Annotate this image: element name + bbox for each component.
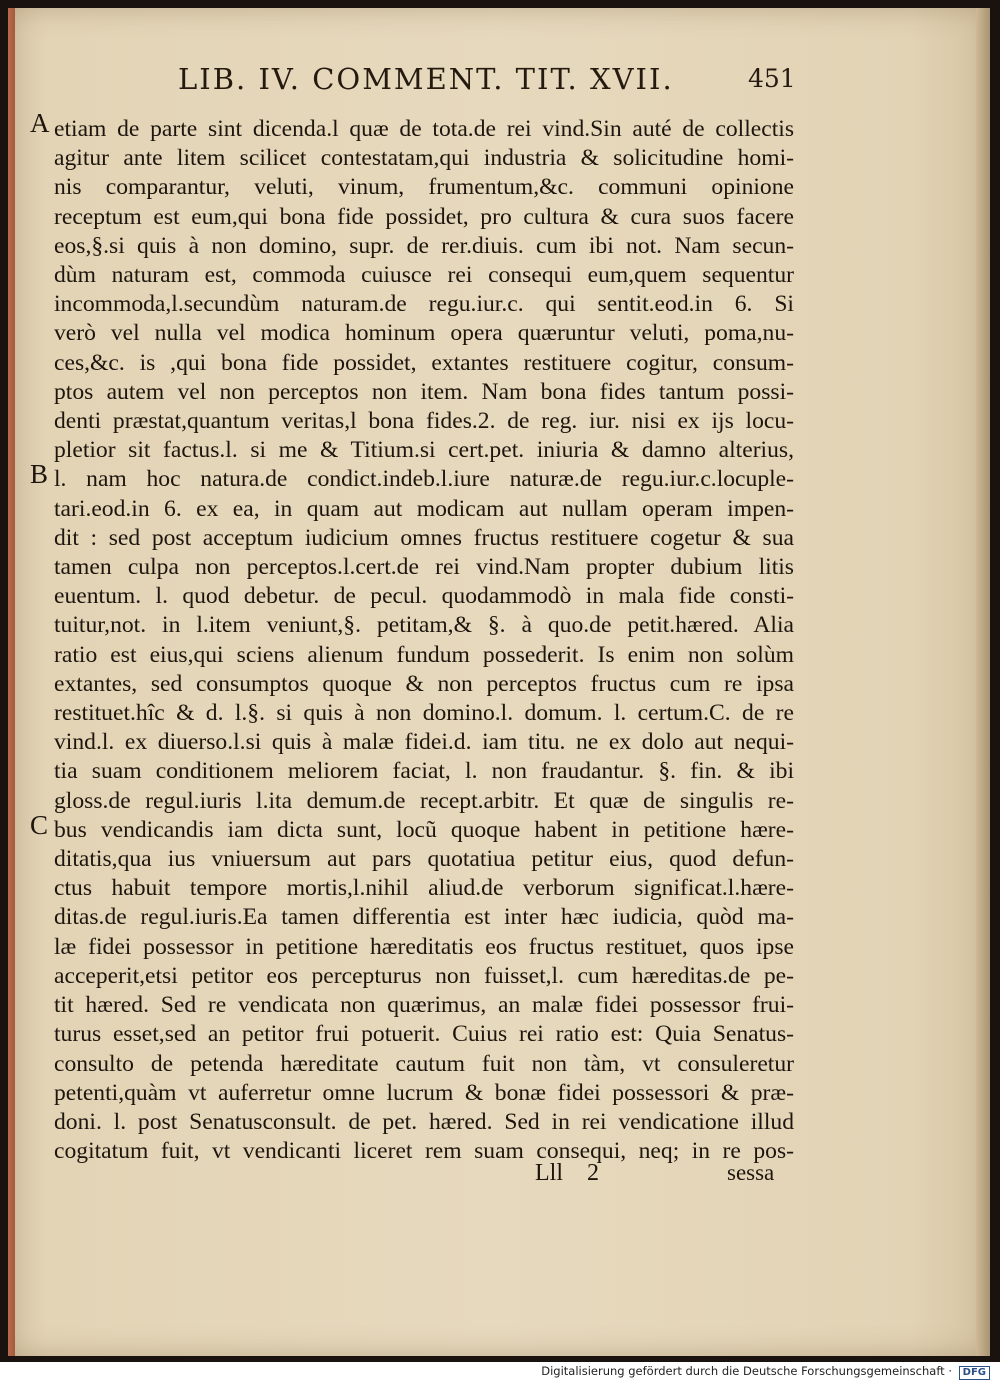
text-line: cogitatum fuit, vt vendicanti liceret rem suam consequi, neq; in re pos- (54, 1138, 794, 1165)
folio-number: 451 (748, 64, 796, 93)
text-line: receptum est eum,qui bona fide possidet, pro cultura & cura suos facere (54, 203, 794, 230)
text-line: tit hæred. Sed re vendicata non quærimus, an malæ fidei possessor frui- (54, 992, 794, 1019)
digitization-footer (541, 1364, 990, 1380)
text-line: euentum. l. quod debetur. de pecul. quodammodò in mala fide consti- (54, 583, 794, 610)
text-line: verò vel nulla vel modica hominum opera quæruntur veluti, poma,nu- (54, 320, 794, 347)
text-line: ptos autem vel non perceptos non item. Nam bona fides tantum possi- (54, 378, 794, 405)
text-line: ditas.de regul.iuris.Ea tamen differentia est inter hæc iudicia, quòd ma- (54, 904, 794, 931)
text-line: turus esset,sed an petitor frui potuerit. Cuius rei ratio est: Quia Senatus- (54, 1021, 794, 1048)
text-line: ditatis,qua ius vniuersum aut pars quotatiua petitur eius, quod defun- (54, 846, 794, 873)
text-line: læ fidei possessor in petitione hæreditatis eos fructus restituet, quos ipse (54, 933, 794, 960)
text-line: vind.l. ex diuerso.l.si quis à malæ fidei.d. iam titu. ne ex dolo aut nequi- (54, 729, 794, 756)
text-line: restituet.hîc & d. l.§. si quis à non domino.l. domum. l. certum.C. de re (54, 700, 794, 727)
text-line: ces,&c. is ,qui bona fide possidet, extantes restituere cogitur, consum- (54, 349, 794, 376)
text-line: denti præstat,quantum veritas,l bona fides.2. de reg. iur. nisi ex ijs locu- (54, 408, 794, 435)
text-line: dùm naturam est, commoda cuiusce rei consequi eum,quem sequentur (54, 262, 794, 289)
text-line: pletior sit factus.l. si me & Titium.si cert.pet. iniuria & damno alterius, (54, 437, 794, 464)
text-line: bus vendicandis iam dicta sunt, locũ quoque habent in petitione hære- (54, 816, 794, 843)
text-line: etiam de parte sint dicenda.l quæ de tota.de rei vind.Sin auté de collectis (54, 116, 794, 142)
text-line: ctus habuit tempore mortis,l.nihil aliud.de verborum significat.l.hære- (54, 875, 794, 902)
text-line: doni. l. post Senatusconsult. de pet. hæred. Sed in rei vendicatione illud (54, 1108, 794, 1135)
book-page (8, 8, 990, 1356)
text-line: l. nam hoc natura.de condict.indeb.l.iure naturæ.de regu.iur.c.locuple- (54, 466, 794, 493)
margin-letter-a: A (30, 108, 50, 138)
text-line: agitur ante litem scilicet contestatam,qui industria & solicitudine homi- (54, 145, 794, 172)
text-line: nis comparantur, veluti, vinum, frumentum,&c. communi opinione (54, 174, 794, 201)
margin-letter-b: B (30, 459, 49, 489)
margin-letter-c: C (30, 810, 49, 840)
text-line: gloss.de regul.iuris l.ita demum.de recept.arbitr. Et quæ de singulis re- (54, 787, 794, 814)
text-line: incommoda,l.secundùm naturam.de regu.iur.c. qui sentit.eod.in 6. Si (54, 291, 794, 318)
footer-credit: Digitalisierung gefördert durch die Deutsche Forschungsgemeinschaft · (541, 1364, 952, 1378)
text-line: consulto de petenda hæreditate cautum fuit non tàm, vt consuleretur (54, 1050, 794, 1077)
text-line: petenti,quàm vt auferretur omne lucrum & bonæ fidei possessori & præ- (54, 1079, 794, 1106)
text-line: acceperit,etsi petitor eos percepturus non fuisset,l. cum hæreditas.de pe- (54, 962, 794, 989)
text-line: tia suam conditionem meliorem faciat, l. non fraudantur. §. fin. & ibi (54, 758, 794, 785)
catchword: sessa (727, 1160, 775, 1185)
text-line: dit : sed post acceptum iudicium omnes fructus restituere cogetur & sua (54, 524, 794, 551)
text-line: extantes, sed consumptos quoque & non perceptos fructus cum re ipsa (54, 670, 794, 697)
text-line: ratio est eius,qui sciens alienum fundum possederit. Is enim non solùm (54, 641, 794, 668)
text-line: eos,§.si quis à non domino, supr. de rer.diuis. cum ibi not. Nam secun- (54, 232, 794, 259)
text-line: tari.eod.in 6. ex ea, in quam aut modicam aut nullam operam impen- (54, 495, 794, 522)
page-left-edge (8, 8, 15, 1356)
page-right-edge (976, 8, 990, 1356)
text-line: tuitur,not. in l.item veniunt,§. petitam,& §. à quo.de petit.hæred. Alia (54, 612, 794, 639)
body-text (54, 115, 794, 1166)
running-title: LIB. IV. COMMENT. TIT. XVII. (178, 62, 674, 96)
dfg-logo: DFG (959, 1366, 990, 1380)
signature-mark: Lll 2 (535, 1160, 599, 1186)
text-line: tamen culpa non perceptos.l.cert.de rei vind.Nam propter dubium litis (54, 554, 794, 581)
